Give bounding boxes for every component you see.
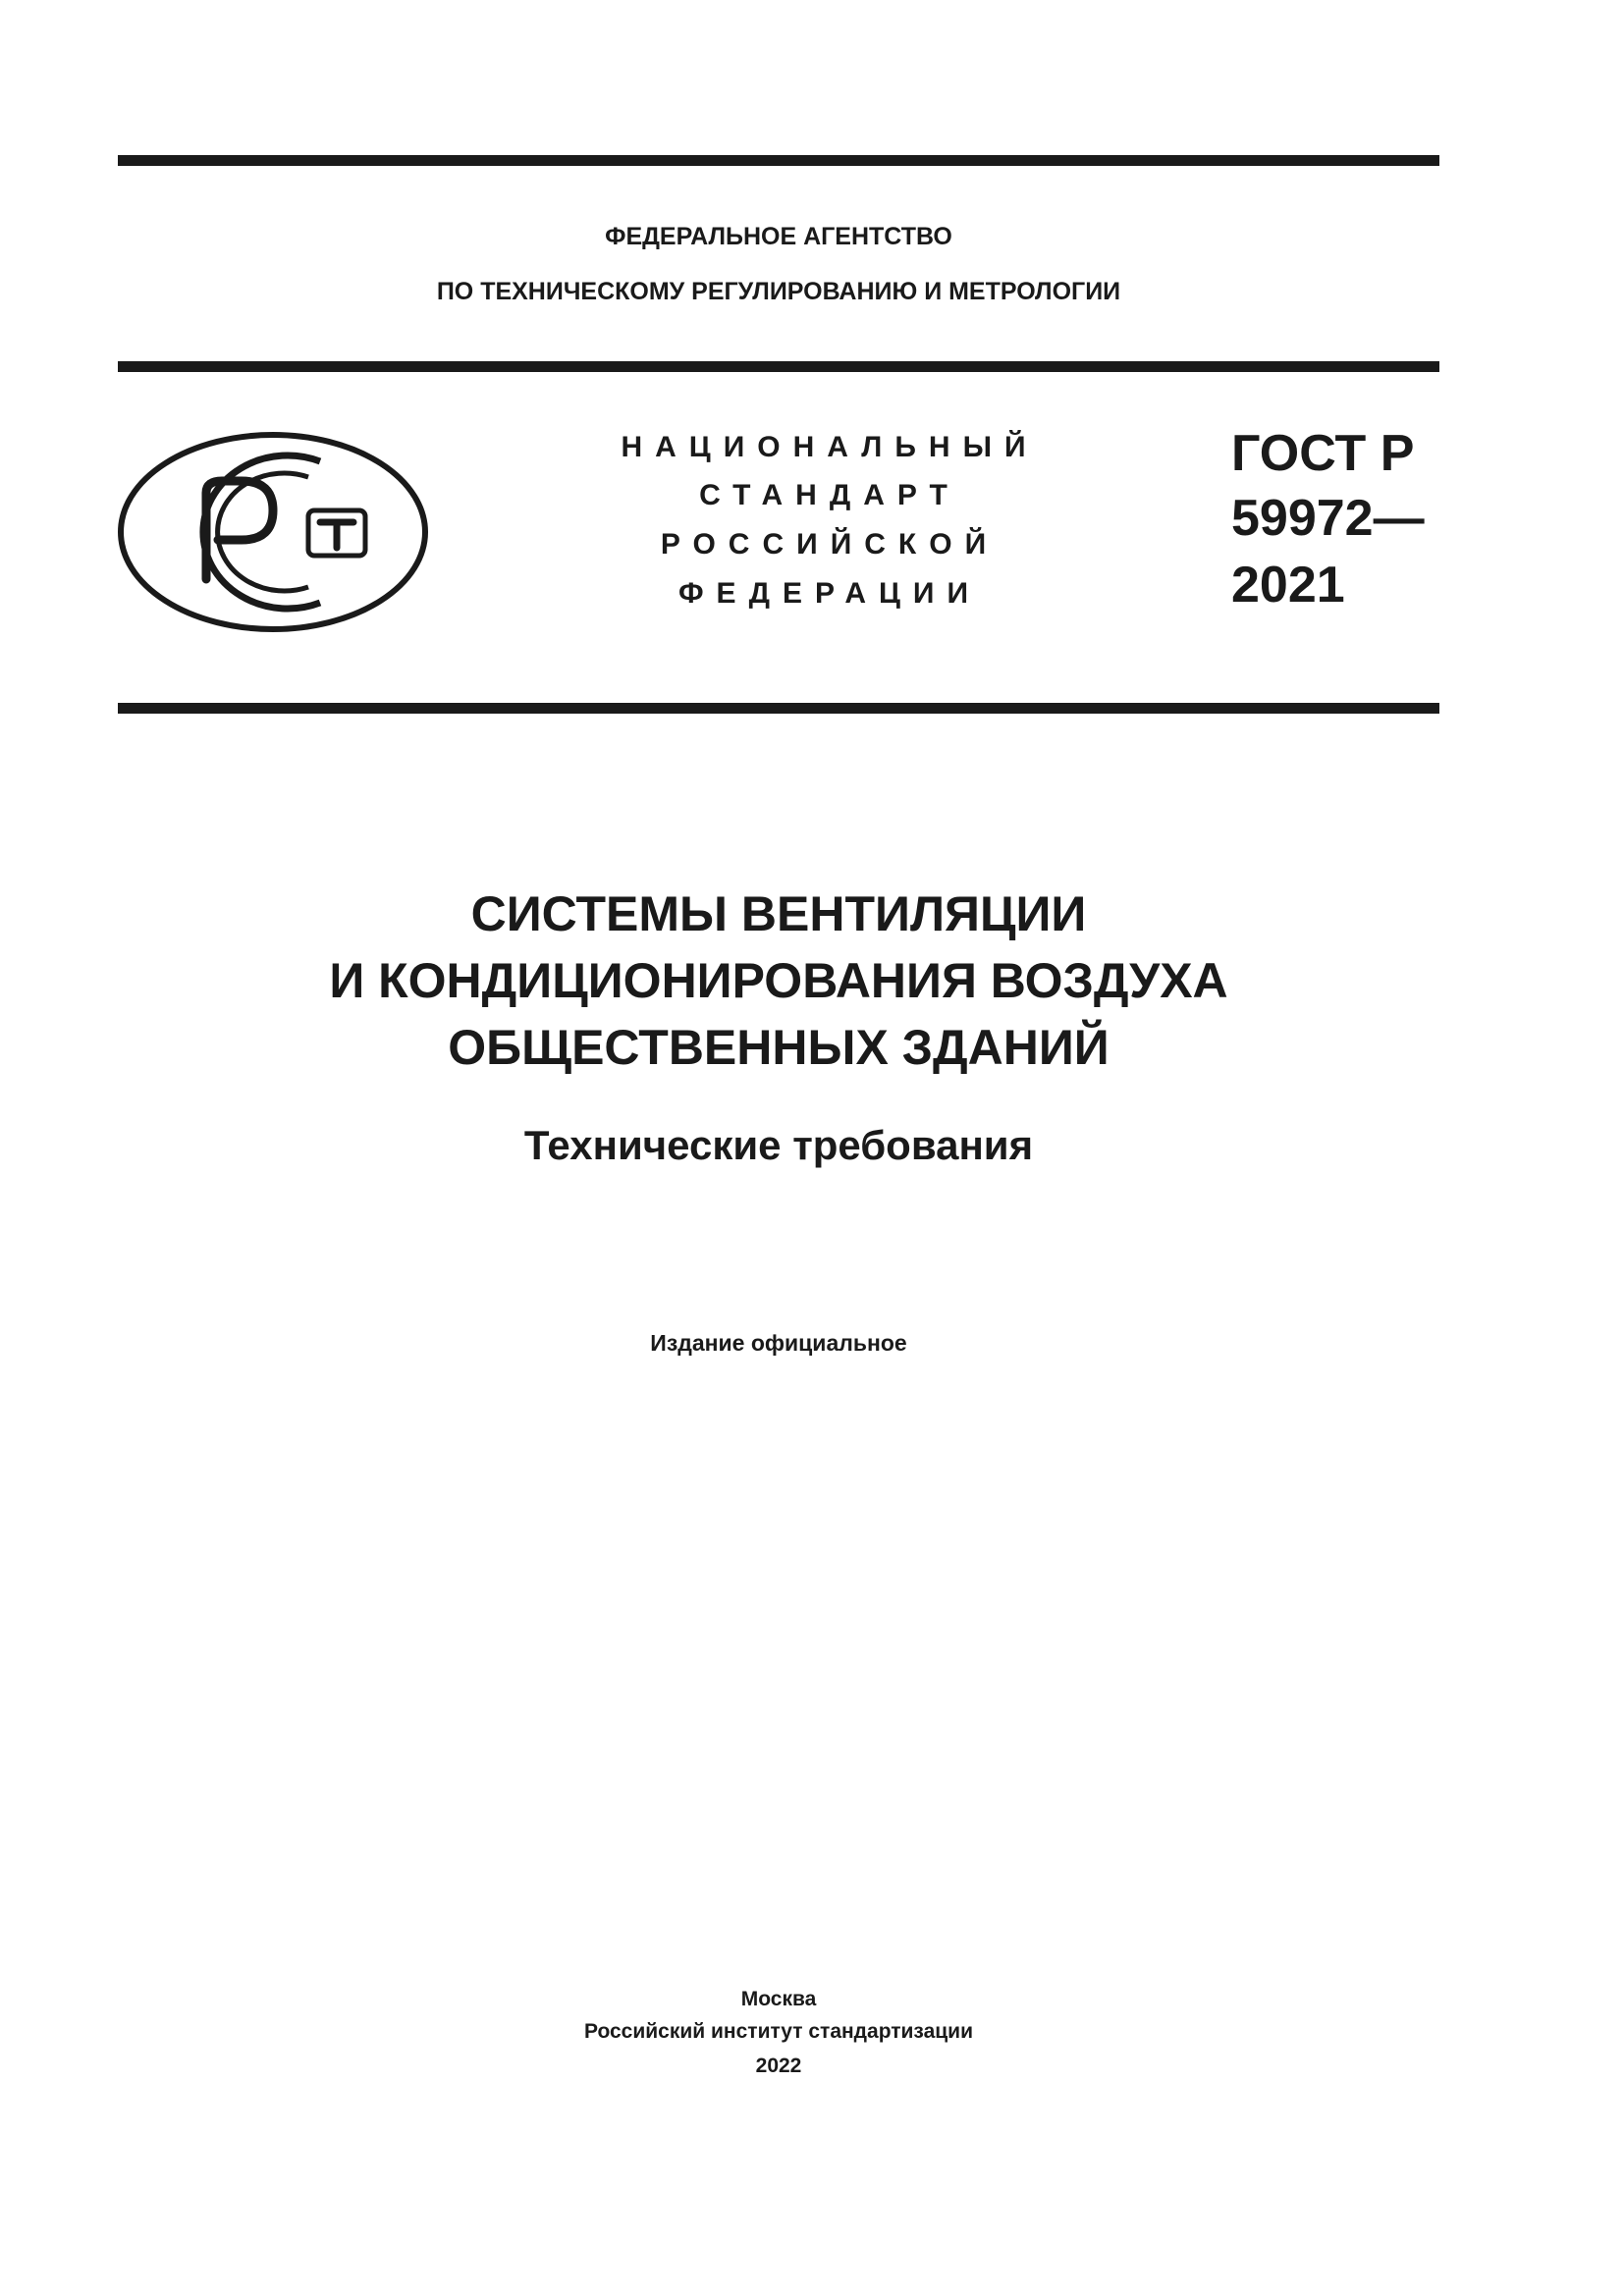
imprint-publisher: Российский институт стандартизации xyxy=(583,2020,974,2043)
imprint-year: 2022 xyxy=(755,2055,802,2077)
agency-name-line-1: ФЕДЕРАЛЬНОЕ АГЕНТСТВО xyxy=(605,223,952,250)
rst-conformity-mark-icon xyxy=(116,430,430,634)
header-rule xyxy=(118,361,1439,372)
designation-line-1: ГОСТ Р xyxy=(1231,425,1415,482)
designation-line-2: 59972— xyxy=(1231,490,1425,547)
document-title-line-1: СИСТЕМЫ ВЕНТИЛЯЦИИ xyxy=(470,886,1087,941)
agency-name-line-2: ПО ТЕХНИЧЕСКОМУ РЕГУЛИРОВАНИЮ И МЕТРОЛОГИИ xyxy=(436,278,1121,305)
document-subtitle: Технические требования xyxy=(523,1122,1034,1168)
document-title-line-3: ОБЩЕСТВЕННЫХ ЗДАНИЙ xyxy=(448,1020,1110,1075)
document-title-line-2: И КОНДИЦИОНИРОВАНИЯ ВОЗДУХА xyxy=(329,953,1228,1008)
standard-type-line-2: СТАНДАРТ xyxy=(699,479,960,511)
edition-note: Издание официальное xyxy=(650,1330,907,1356)
imprint-city: Москва xyxy=(740,1988,817,2010)
designation-line-3: 2021 xyxy=(1231,557,1345,614)
standard-type-line-3: РОССИЙСКОЙ xyxy=(660,528,1000,561)
top-rule xyxy=(118,155,1439,166)
masthead-bottom-rule xyxy=(118,703,1439,714)
standard-type-line-1: НАЦИОНАЛЬНЫЙ xyxy=(621,431,1039,463)
standard-type-line-4: ФЕДЕРАЦИИ xyxy=(677,577,982,610)
